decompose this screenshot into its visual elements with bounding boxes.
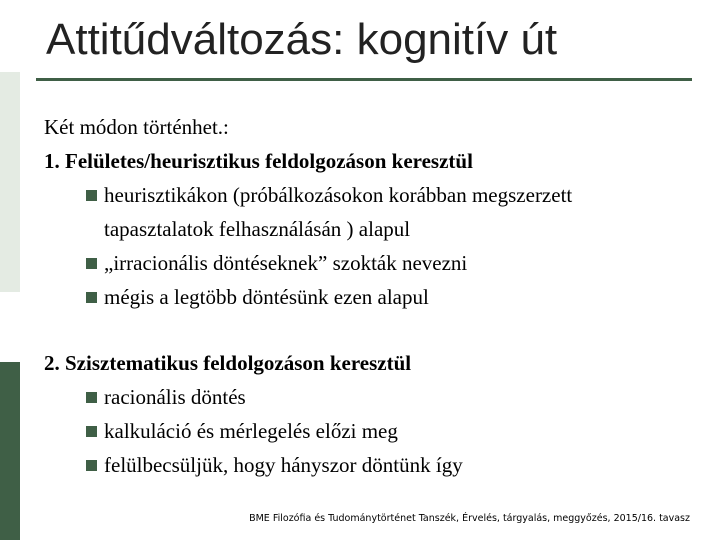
square-bullet-icon: [86, 460, 97, 471]
list-item: [44, 380, 694, 414]
title-underline: [36, 78, 692, 81]
slide-footer: BME Filozófia és Tudománytörténet Tanszék, Érvelés, tárgyalás, meggyőzés, 2015/16. tavasz: [249, 513, 690, 524]
slide-body: [44, 110, 694, 482]
list-item-continuation: tapasztalatok felhasználásán ) alapul: [104, 217, 411, 241]
section1-heading: 1. Felületes/heurisztikus feldolgozáson keresztül: [44, 149, 473, 173]
side-accent-bar-light: [0, 72, 20, 292]
square-bullet-icon: [86, 392, 97, 403]
section2-heading: 2. Szisztematikus feldolgozáson keresztül: [44, 351, 412, 375]
section-spacer: [44, 314, 694, 346]
list-item: [44, 178, 694, 212]
list-item: [44, 280, 694, 314]
side-accent-bar-dark: [0, 362, 20, 540]
list-item: [44, 414, 694, 448]
square-bullet-icon: [86, 258, 97, 269]
list-item-text: felülbecsüljük, hogy hányszor döntünk így: [104, 453, 463, 477]
list-item-text: „irracionális döntéseknek” szokták nevezni: [104, 251, 468, 275]
list-item: [44, 246, 694, 280]
slide-title: Attitűdváltozás: kognitív út: [46, 15, 558, 64]
square-bullet-icon: [86, 190, 97, 201]
square-bullet-icon: [86, 292, 97, 303]
list-item-text: heurisztikákon (próbálkozásokon korábban megszerzett: [104, 183, 573, 207]
list-item-text: kalkuláció és mérlegelés előzi meg: [104, 419, 398, 443]
list-item-text: mégis a legtöbb döntésünk ezen alapul: [104, 285, 429, 309]
intro-text: Két módon történhet.:: [44, 115, 229, 139]
square-bullet-icon: [86, 426, 97, 437]
list-item-text: racionális döntés: [104, 385, 246, 409]
list-item: [44, 448, 694, 482]
